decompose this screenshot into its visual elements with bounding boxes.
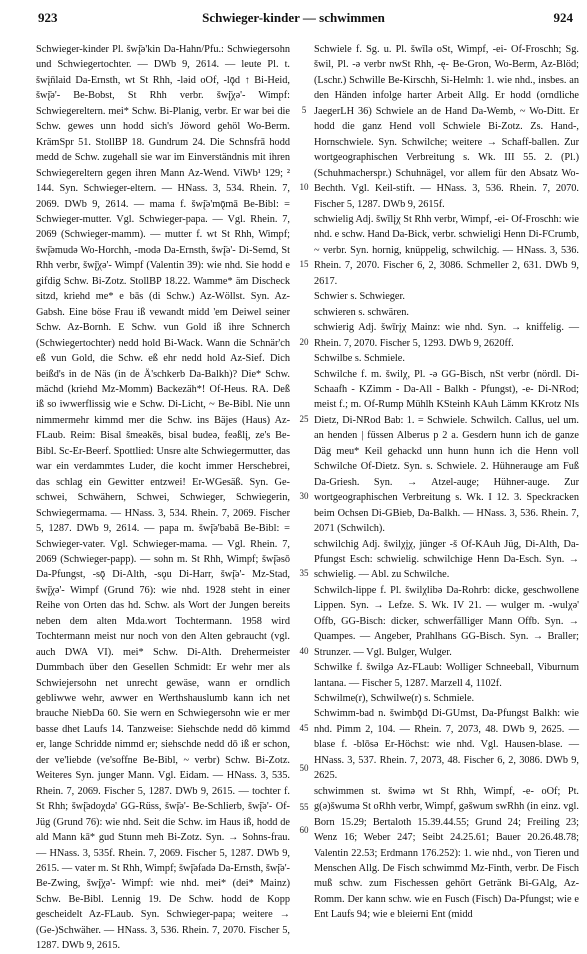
line-number: 35 — [299, 568, 309, 578]
entry-schwierig: schwierig Adj. šwīrįχ Mainz: wie nhd. Syn. → kniffelig. — Rhein. 7, 2070. Fischer 5, 1293. DWb 9, 2620ff. — [314, 322, 579, 349]
page-header — [0, 10, 587, 30]
line-number: 60 — [299, 825, 309, 835]
line-number: 25 — [299, 414, 309, 424]
right-column — [314, 42, 579, 921]
line-number: 10 — [299, 182, 309, 192]
page-number-left: 923 — [38, 10, 58, 25]
line-number: 50 — [299, 763, 309, 773]
entry-schwilche: Schwilche f. m. šwilχ, Pl. -ə GG-Bisch, nSt verbr (nördl. Di-Schaafh - KZimm - Da-All - Balkh - Pfungst), -e- Di-NRod; meist f.; m. Of-Rump Mühlh KSteinh KAuh Lämm KKrotz NIs Dietz, Di-NRod Bab: 1. = Schwiele. Schwilch. Callus, uel um. an henden | füssen Alberus p 2 a. Gesdern hunn ich de ganze Däg meu* Keil gehackd unn hunn hunn ich die Henn voll Schwilche Of-Dietz. Syn. s. Schwiele. 2. Hühneraugе am Fuß Da-Griesh. Syn. → Atzel-auge; Hühner-auge. Zur wortgeographischen Verbreitung s. Wk. I 12. 3. Speckracken beim Ochsen Di-GBieb, Da-Balkh. — HNass. 3, 536. Rhein. 7, 2071 (Schwilch). — [314, 368, 579, 535]
line-number: 20 — [299, 337, 309, 347]
running-title: Schwieger-kinder — schwimmen — [202, 10, 385, 25]
left-column — [36, 42, 290, 952]
line-number: 15 — [299, 259, 309, 269]
page-number-right: 924 — [553, 10, 573, 25]
entry-schwimm-bad: Schwimm-bad n. šwimbǭd Di-GUmst, Da-Pfungst Balkh: wie nhd. Pimm 2, 104. — Rhein. 7, 2073, 48. DWb 9, 2625. — blase f. -blōsə Er-Höchst: wie nhd. Vgl. Hausen-blase. — HNass. 3, 537. Rhein. 7, 2073, 48. Fischer 6, 2, 3086. DWb 9, 2625. — [314, 708, 579, 782]
entry-schwieren: schwieren s. schwären. — [314, 306, 409, 318]
entry-schwieger-kinder: Schwieger-kinder Pl. šwį̄ə'kin Da-Hahn/Pfu.: Schwiegersohn und Schwiegertochter. — DWb 9, 2614. — leute Pl. t. šwįn̄laid Da-Ernsth, wt St Rhh, -ləid oOf, -lǭd ↑ Bi-Heid, šwį̄ə'- Be-Bobst, St Rhh verbr. šwį̄χə'- Wimpf: Schwiegereltern. mei* Schw. Bi-Planig, verbr. Er war bei die Schw. gewes unn hodd sich's Jöword gehöl Wo-Berm. KrämSpr 51. StollBP 18. Gundrum 24. Die Schnsfrā hodd medd de Schw. zugehall sie war im Einverständnis mit ihren Schwiegereltern gegen ihren Mann Az-Wend. ViWb¹ 129; ² 144. Syn. Schwieger-eltern. — HNass. 3, 534. Rhein. 7, 2069. DWb 9, 2614. — mama f. šwį̄ə'mǭmā Be-Bibl: = Schwieger-mutter. Vgl. Schwieger-papa. — Vgl. Rhein. 7, 2069 (Schwieger-mamm). — mutter f. wt St Rhh, Wimpf; šwį̄əmudə Wo-Horchh, -modə Da-Ernsth, šwį̄ə'- Di-Semd, St Rhh verbr, šwį̄χə'- Wimpf (Valentin 39): wie nhd. Sie hodd e gifdig Schw. Bi-Zotz. StollBP 18.22. Wamme* äm Discheck sitzd, kriehd me* e bās (di Schw.) Az-Wöllst. Syn. Az-Gabsh. Eine böse Frau iß vewandt midd 'em Deiwel seiner Schw. Az-Bornh. E Schw. vun Gold iß ihre Schnerch (Schwiegertochter) nedd hold Bi-Wack. Wann die Schnär'ch eß vun Gold, die Schw. eß ehr nedd hold Az-Sief. Dich beißd's in de Näs (in de Ä'schkerb Da-Balkh)? Die* Schw. mächd (kriehd Mz-Momm) Backezäh*! Of-Heus. RA. Deß iß so iwwerflissig wie e Schw. Di-Licht, ~ Be-Bibl. Nie unn nimmermehr kimmd mer die Schw. ins Bäjes (Haus) Az-FLaub. Reim: Bisal šmeəkēs, bisal budeə, feəßlį, ze's Be-Bibl. Sc-Er-Beerf. Spottlied: Unsre alte Schwiegermutter, das war ein verdammtes Luder, die kocht immer Herschebrei, das schlag ein Gewitter entzwei! Er-WGesäß. Syn. Ge-schwei, Schwähern, Schwei, Schwieger, Schwiegerin, Schwiegermama. — HNass. 3, 534. Rhein. 7, 2069. Fischer 5, 1287. DWb 9, 2614. — papa m. šwį̄ə'babā Be-Bibl: = Schwieger-vater. Vgl. Schwieger-mama. — Vgl. Rhein. 7, 2069 (Schwieger-papp). — sohn m. St Rhh, Wimpf; šwį̄əsō Da-Pfungst, -sǭ Di-Alth, -sǫu Di-Harr, šwį̄ə'- Mz-Stad, šwį̄χə'- Wimpf (Grund 76): wie nhd. 1928 steht in einer Reihe von Orten das hd. Schw. als Wort der Jungen bereits neben dem alten Mda.wort Tochtermann. 1958 wird Tochtermann meist nur noch von den Alten gebraucht (vgl. auch DWA VI). mei* Schw. Di-Alth. Drehermeister Dummbach über den Gesellen Schmidt: Er wehr mer als Schwiejersohn net unrecht gewäse, wann er orndlich gebliwwe wehr, awwer en Werthshauslumb kann ich net brauche NiebDa 60. Sie wern en Schwiegersohn wie er mer basse dhet Laufs 14. Tanzweise: Siehschde nedd dō kimmd er, lange Schridde nimmd er; siehschde nedd dō iß er schon, der ve'liebde (ve'soffne Be-Bibl, ~ verbr) Schw. Bi-Zotz. Weiteres Syn. junger Mann. Vgl. Eidam. — HNass. 3, 535. Rhein. 7, 2069. Fischer 5, 1287. DWb 9, 2615. — tochter f. St Rhh; šwį̄ədoχdə' GG-Rüss, šwį̄ə'- Be-Schlierb, šwį̄ə'- Of-Jüg (Grund 76): wie nhd. Seit die Schw. im Haus iß, hodd de ald Mann kā* gud Stunn meh Bi-Zotz. Syn. → Sohns-frau. — HNass. 3, 535f. Rhein. 7, 2069. Fischer 5, 1287. DWb 9, 2615. — vater m. St Rhh, Wimpf; šwį̄əfadə Da-Ernsth, šwį̄ə'- Be-Zwing, šwį̄χə'- Wimpf: wie nhd. mei* (dei* Mainz) Schw. Be-Bibl. Lennig 19. De Schw. hodd de Kopp gescheidelt Az-FLaub. Syn. Schwieger-papa; weitere → (Ge-)Schwäher. — HNass. 3, 536. Rhein. 7, 2070. Fischer 5, 1287. DWb 9, 2615. — [36, 44, 290, 952]
entry-schwilbe: Schwilbe s. Schmiele. — [314, 353, 405, 365]
entry-schwiele: Schwiele f. Sg. u. Pl. šwīlə oSt, Wimpf, -ei- Of-Froschh; Sg. šwil, Pl. -ə verbr nwSt Rhh, -ę- Be-Gron, Wo-Berm, Az-Blöd; (Lschr.) Schwille Be-Kirschh, Si-Helmh: 1. wie nhd., insbes. an den Händen infolge harter Arbeit Allg. Er hodd (orndliche JaegerLH 36) Schwiele an de Hand Da-Wemb, ~ Wo-Ditt. Er hodd die ganz Hend voll Schwiele Bi-Zotz. Zs. Hand-, Hornschwiele. Syn. Schwilche; weitere → Schaff-ballen. Zur wortgeographischen Verbreitung s. Wk. III 55. 2. (Pl.) (Schuhmacherspr.) Schuhnägel, vor allem für den Absatz Wo-Bechth. Vgl. Keil-stift. — HNass. 3, 536. Rhein. 7, 2070. Fischer 5, 1287. DWb 9, 2615f. — [314, 44, 579, 210]
entry-schwilch-lippe: Schwilch-lippe f. Pl. šwilχlibə Da-Rohrb: dicke, geschwollene Lippen. Syn. → Lefze. S. Wk. IV 21. — wulger m. -wulχə' Offb, GG-Bisch: dicker, schwerfälliger Mann Offb. Syn. → Quampes. — Angeber, Prahlhans GG-Bisch. Syn. → Braller; Strunzer. — Vgl. Bulger, Wulger. — [314, 584, 579, 658]
entry-schwilke: Schwilke f. šwilgə Az-FLaub: Wolliger Schneeball, Viburnum lantana. — Fischer 5, 1287. Marzell 4, 1102f. — [314, 662, 579, 689]
line-number: 40 — [299, 646, 309, 656]
entry-schwier: Schwier s. Schwieger. — [314, 291, 405, 303]
entry-schwimmen: schwimmen st. šwimə wt St Rhh, Wimpf, -e- oOf; Pt. g(ə)šwumə St oRhh verbr, Wimpf, gəšwum swRhh (in einz. vgl. Born 15.29; Bertaloth 15.39.44.55; Grund 24; Freiling 23; Wenz 16; Weber 247; Seibt 24.25.61; Bauer 20.26.48.78; Valentin 22.53; Erdmann 176.252): 1. wie nhd., von Tieren und Menschen Allg. De Fisch schwimmd Mz-Finth, verbr. De Fisch muß schw. zum Fischessen gehört Getränk Bi-GAlg, Az-Romm. Der kann schw. wie en Fusch (Fisch) Da-Pfungst; wie e Ent Laufs 94; wie e bleierni Ent (midd — [314, 785, 579, 921]
entry-schwielig: schwielig Adj. šwīlįχ St Rhh verbr, Wimpf, -ei- Of-Froschh: wie nhd. e schw. Hand Da-Bick, verbr. schwieligi Henn Di-FCrumb, ~ verbr. Syn. hornig, knüppelig, schwilchig. — HNass. 3, 536. Rhein. 7, 2070. Fischer 6, 2, 3086. Schmeller 2, 631. DWb 9, 2617. — [314, 213, 579, 287]
line-number: 30 — [299, 491, 309, 501]
line-number: 55 — [299, 802, 309, 812]
entry-schwilchig: schwilchig Adj. šwilχįχ, jünger -š Of-KAuh Jüg, Di-Alth, Da-Pfungst Esch: schwielig. schwilchige Henn Da-Esch. Syn. → schwielig. — Abl. zu Schwilche. — [314, 538, 579, 581]
line-number: 45 — [299, 723, 309, 733]
line-number: 5 — [301, 105, 307, 115]
entry-schwilme: Schwilme(r), Schwilwe(r) s. Schmiele. — [314, 693, 475, 705]
